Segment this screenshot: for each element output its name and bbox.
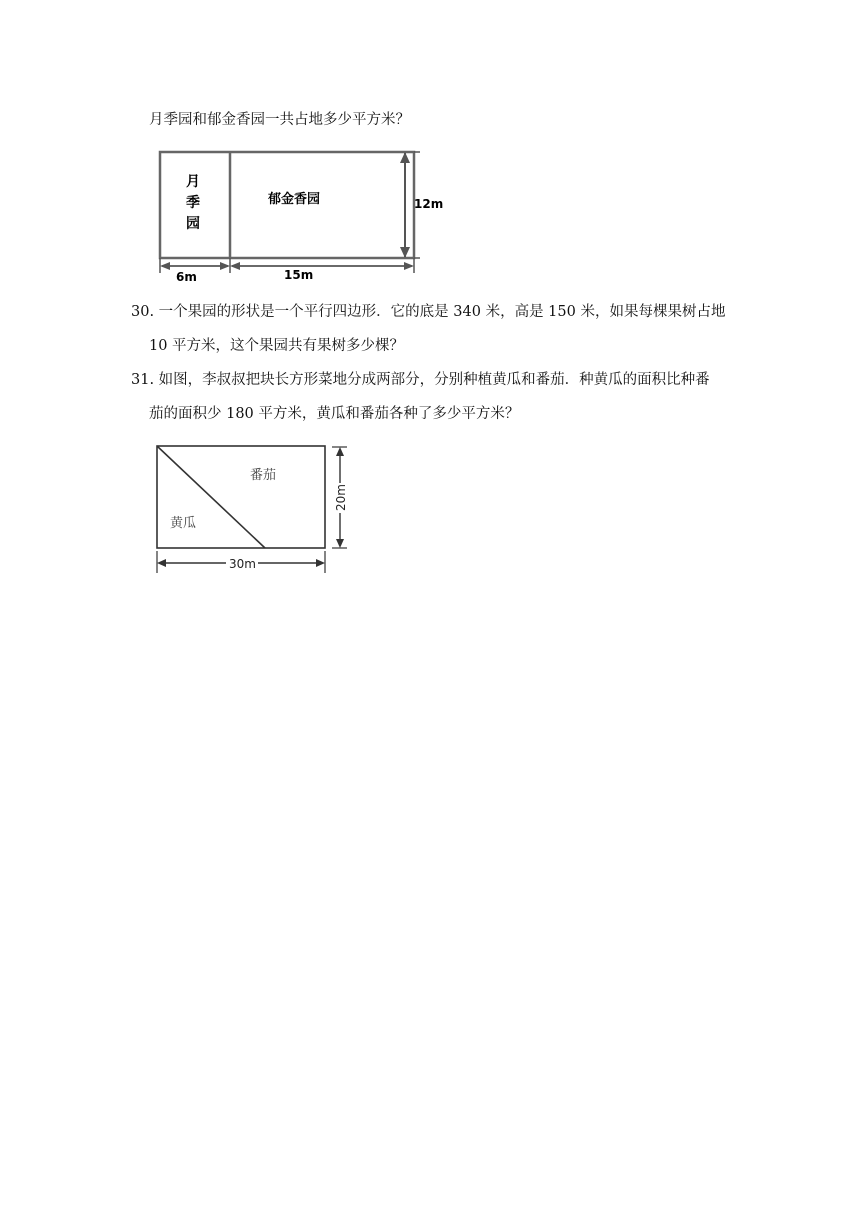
width-right-label: 15m — [284, 268, 314, 282]
q31-line2: 茄的面积少 180 平方米，黄瓜和番茄各种了多少平方米？ — [149, 406, 520, 422]
tomato-label: 番茄 — [250, 468, 277, 483]
width-label: 30m — [229, 557, 256, 571]
plot-diagonal — [157, 446, 265, 548]
tulip-label: 郁金香园 — [268, 192, 321, 207]
rose-label-3: 园 — [186, 216, 200, 232]
q31-text-1: 如图，李叔叔把块长方形菜地分成两部分，分别种植黄瓜和番茄．种黄瓜的面积比种番 — [158, 372, 710, 388]
q29-text: 月季园和郁金香园一共占地多少平方米？ — [149, 112, 410, 128]
height-label: 20m — [334, 484, 348, 511]
vegetable-diagram — [150, 439, 360, 579]
q31-number: 31. — [131, 372, 155, 388]
q31-line1 — [131, 370, 710, 390]
garden-diagram — [150, 143, 450, 285]
vegetable-figure — [150, 439, 360, 579]
cucumber-label: 黄瓜 — [170, 516, 197, 531]
rose-label-2: 季 — [186, 195, 200, 211]
width-left-label: 6m — [176, 270, 197, 284]
rose-label-1: 月 — [186, 174, 200, 190]
q30-number: 30. — [131, 304, 155, 320]
garden-figure — [150, 143, 450, 285]
plot-outline — [157, 446, 325, 548]
height-label: 12m — [414, 197, 444, 211]
q30-line2: 10 平方米，这个果园共有果树多少棵？ — [149, 338, 405, 354]
q30-line1 — [131, 302, 725, 322]
q30-text-1: 一个果园的形状是一个平行四边形．它的底是 340 米，高是 150 米，如果每棵果树占地 — [158, 304, 726, 320]
